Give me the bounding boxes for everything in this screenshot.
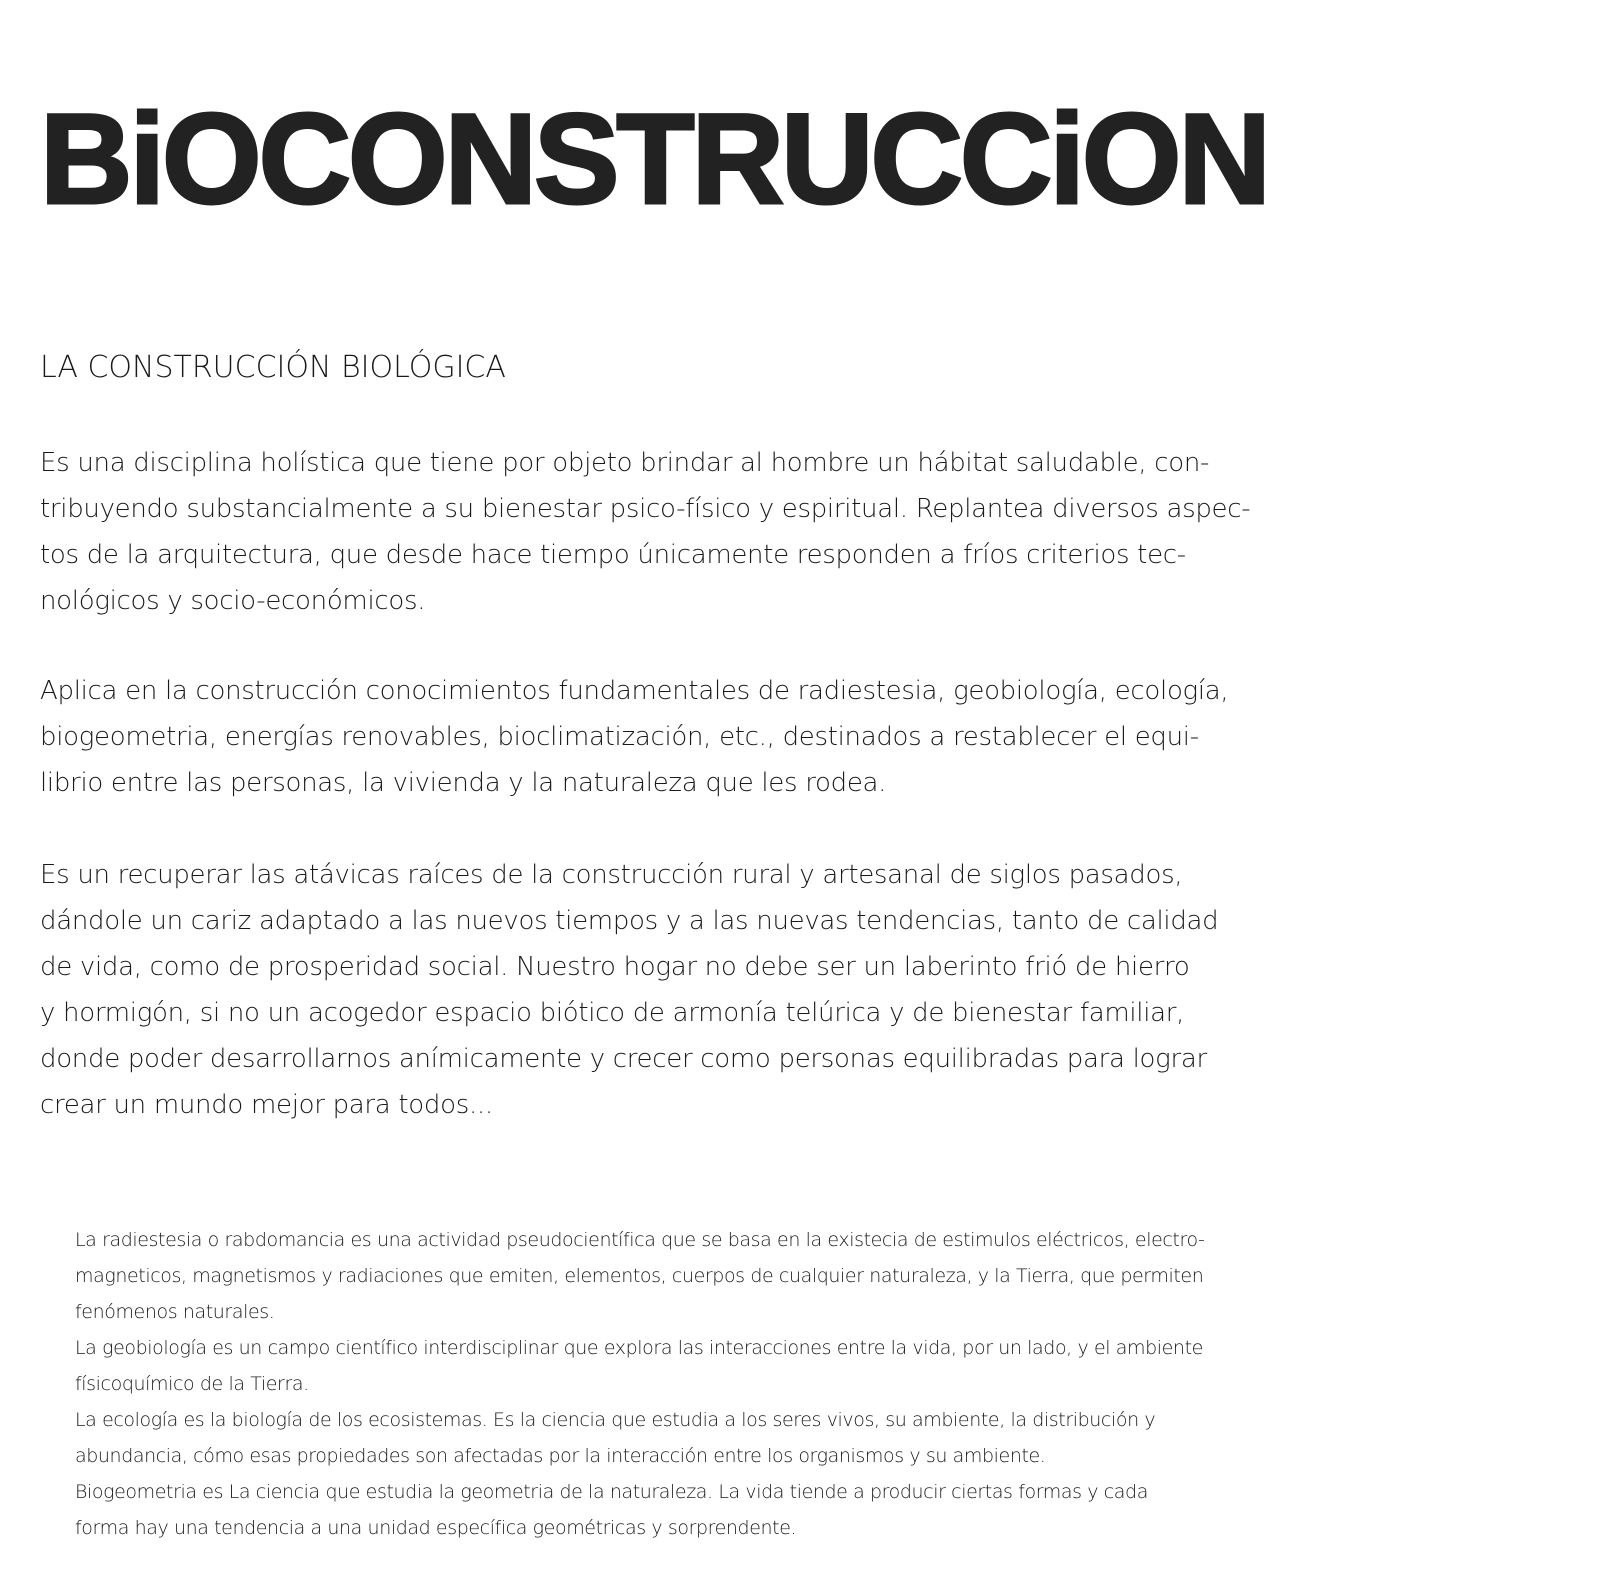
footnote-line: abundancia, cómo esas propiedades son afectadas por la interacción entre los organismos y su ambiente.: [75, 1445, 1046, 1467]
text-line: Es una disciplina holística que tiene por objeto brindar al hombre un hábitat saludable, con-: [40, 448, 1210, 478]
text-line: Aplica en la construcción conocimientos fundamentales de radiestesia, geobiología, ecología,: [40, 676, 1229, 706]
text-line: dándole un cariz adaptado a las nuevos tiempos y a las nuevas tendencias, tanto de calidad: [40, 906, 1219, 936]
text-line: biogeometria, energías renovables, bioclimatización, etc., destinados a restablecer el equi-: [40, 722, 1199, 752]
section-heading: LA CONSTRUCCIÓN BIOLÓGICA: [40, 350, 506, 385]
text-line: de vida, como de prosperidad social. Nuestro hogar no debe ser un laberinto frió de hierro: [40, 952, 1190, 982]
footnote-line: Biogeometria es La ciencia que estudia la geometria de la naturaleza. La vida tiende a producir ciertas formas y cada: [75, 1481, 1148, 1503]
text-line: Es un recuperar las atávicas raíces de la construcción rural y artesanal de siglos pasados,: [40, 860, 1183, 890]
text-line: tribuyendo substancialmente a su bienestar psico-físico y espiritual. Replantea diversos aspec-: [40, 494, 1251, 524]
text-line: y hormigón, si no un acogedor espacio biótico de armonía telúrica y de bienestar familiar,: [40, 998, 1185, 1028]
footnote-line: La geobiología es un campo científico interdisciplinar que explora las interacciones entre la vida, por un lado, y el ambiente: [75, 1337, 1203, 1359]
paragraph-2: [40, 668, 1540, 806]
text-line: nológicos y socio-económicos.: [40, 586, 426, 616]
paragraph-1: [40, 440, 1540, 624]
footnote-line: La ecología es la biología de los ecosistemas. Es la ciencia que estudia a los seres vivos, su ambiente, la distribución y: [75, 1409, 1156, 1431]
text-line: librio entre las personas, la vivienda y la naturaleza que les rodea.: [40, 768, 887, 798]
footnote-line: magneticos, magnetismos y radiaciones que emiten, elementos, cuerpos de cualquier naturaleza, y la Tierra, que permiten: [75, 1265, 1204, 1287]
footnotes: [75, 1222, 1555, 1546]
text-line: crear un mundo mejor para todos...: [40, 1090, 493, 1120]
footnote-line: físicoquímico de la Tierra.: [75, 1373, 309, 1395]
text-line: donde poder desarrollarnos anímicamente y crecer como personas equilibradas para lograr: [40, 1044, 1207, 1074]
footnote-line: forma hay una tendencia a una unidad específica geométricas y sorprendente.: [75, 1517, 797, 1539]
footnote-line: fenómenos naturales.: [75, 1301, 275, 1323]
page-title: BiOCONSTRUCCiON: [40, 88, 1268, 231]
footnote-line: La radiestesia o rabdomancia es una actividad pseudocientífica que se basa en la existecia de estimulos eléctricos, electro-: [75, 1229, 1205, 1251]
text-line: tos de la arquitectura, que desde hace tiempo únicamente responden a fríos criterios tec-: [40, 540, 1186, 570]
paragraph-3: [40, 852, 1540, 1128]
